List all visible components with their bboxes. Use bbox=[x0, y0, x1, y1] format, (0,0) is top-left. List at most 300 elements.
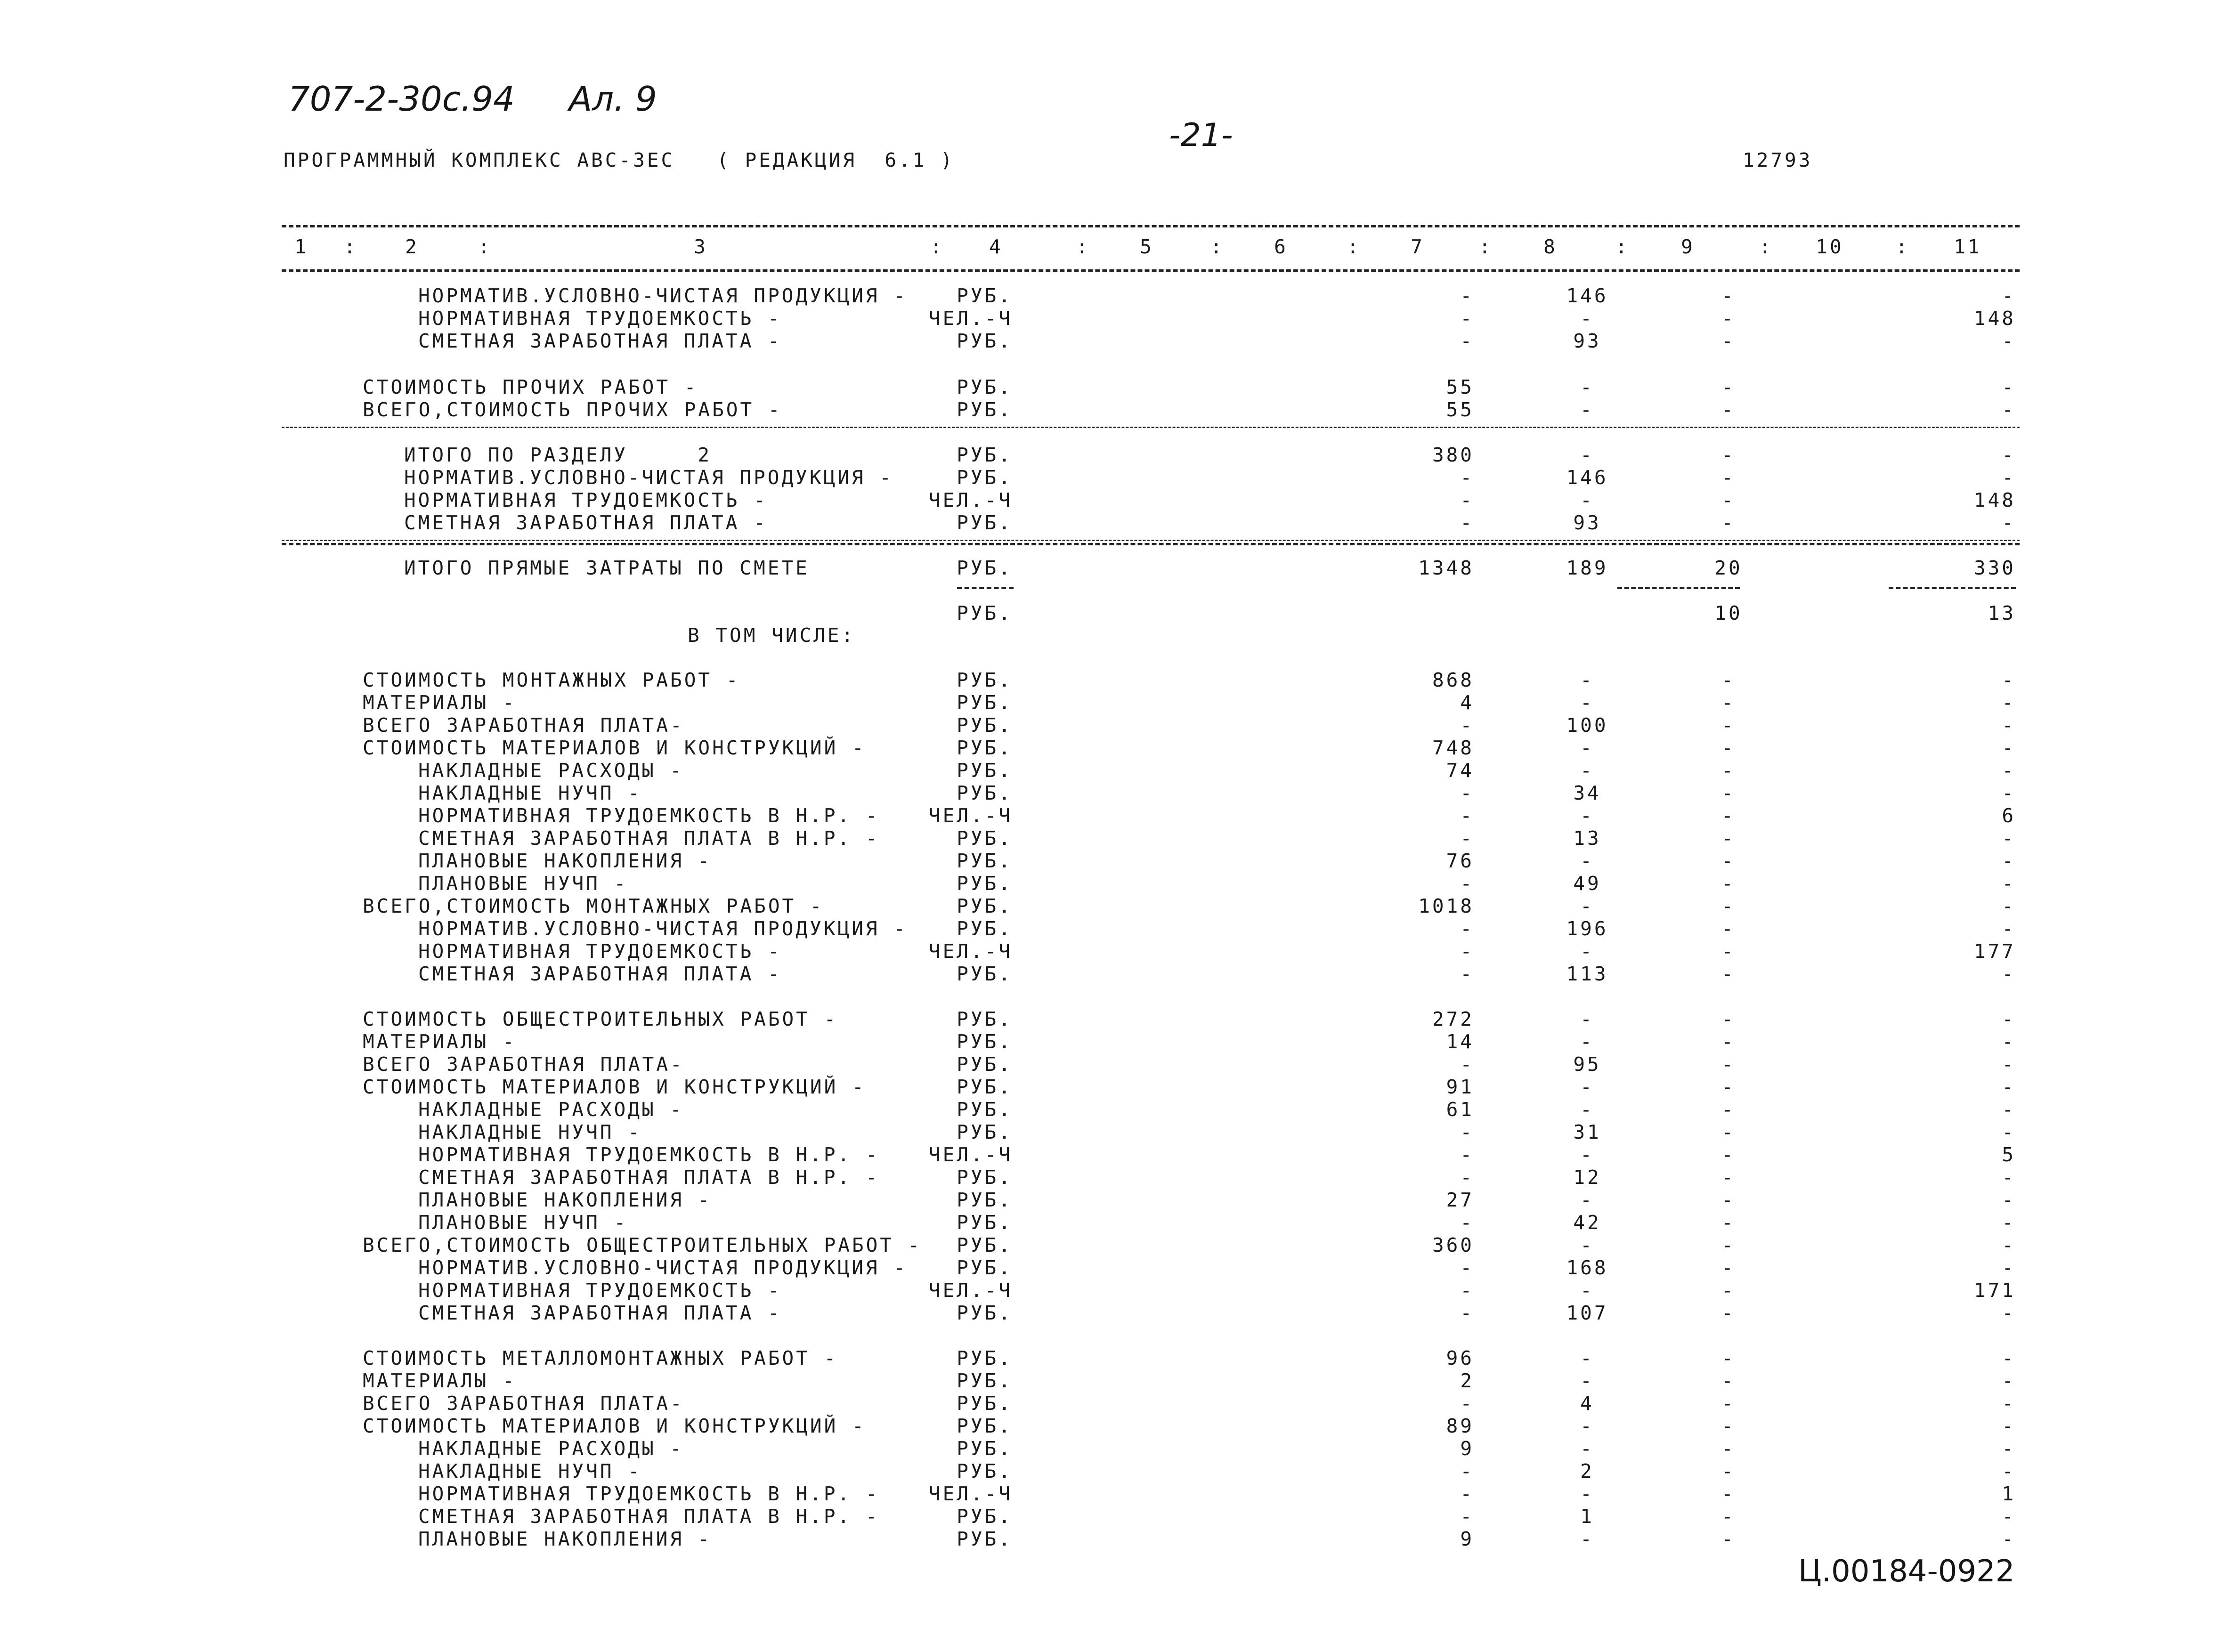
column-number: 10 bbox=[1816, 235, 1844, 258]
row-col9: - bbox=[1721, 782, 1736, 804]
row-label: ВСЕГО,СТОИМОСТЬ ОБЩЕСТРОИТЕЛЬНЫХ РАБОТ - bbox=[363, 1234, 922, 1256]
row-label: ПЛАНОВЫЕ НАКОПЛЕНИЯ - bbox=[418, 1189, 712, 1211]
row-label: МАТЕРИАЛЫ - bbox=[363, 1369, 517, 1392]
row-col7: - bbox=[1460, 489, 1474, 511]
column-separator: : bbox=[344, 235, 358, 258]
row-col7: - bbox=[1460, 307, 1474, 330]
row-col9: - bbox=[1721, 895, 1736, 917]
row-unit: РУБ. bbox=[957, 330, 1013, 352]
row-unit: РУБ. bbox=[957, 872, 1013, 895]
row-col7: 868 bbox=[1432, 669, 1474, 691]
row-col7: - bbox=[1460, 1143, 1474, 1166]
column-number: 5 bbox=[1140, 235, 1154, 258]
column-number: 9 bbox=[1681, 235, 1695, 258]
row-col9: - bbox=[1721, 759, 1736, 782]
row-label: ИТОГО ПРЯМЫЕ ЗАТРАТЫ ПО СМЕТЕ bbox=[404, 557, 810, 579]
row-col7: 96 bbox=[1446, 1347, 1474, 1369]
total-underline bbox=[1889, 587, 2016, 589]
row-col11: - bbox=[2002, 1098, 2016, 1121]
row-col9: - bbox=[1721, 1437, 1736, 1460]
document-number: 12793 bbox=[1743, 149, 1813, 171]
column-number: 3 bbox=[694, 235, 708, 258]
row-col11: - bbox=[2002, 714, 2016, 737]
row-unit: РУБ. bbox=[957, 1234, 1013, 1256]
row-col7: - bbox=[1460, 1279, 1474, 1302]
row-unit: РУБ. bbox=[957, 376, 1013, 398]
row-col7: - bbox=[1460, 330, 1474, 352]
row-col7: 55 bbox=[1446, 376, 1474, 398]
column-header-border bbox=[282, 269, 2020, 272]
row-col7: 360 bbox=[1432, 1234, 1474, 1256]
row-col9: - bbox=[1721, 669, 1736, 691]
row-col9: - bbox=[1721, 963, 1736, 985]
row-col11: - bbox=[2002, 669, 2016, 691]
row-col8: 93 bbox=[1573, 511, 1601, 534]
row-col8: - bbox=[1580, 444, 1594, 466]
row-col8: 42 bbox=[1573, 1211, 1601, 1234]
column-number: 4 bbox=[989, 235, 1003, 258]
row-label: ВСЕГО ЗАРАБОТНАЯ ПЛАТА- bbox=[363, 1053, 684, 1076]
row-col7: 27 bbox=[1446, 1189, 1474, 1211]
row-unit: РУБ. bbox=[957, 669, 1013, 691]
row-label: ВСЕГО,СТОИМОСТЬ ПРОЧИХ РАБОТ - bbox=[363, 398, 782, 421]
row-label: СТОИМОСТЬ МАТЕРИАЛОВ И КОНСТРУКЦИЙ - bbox=[363, 737, 866, 759]
row-col7: 9 bbox=[1460, 1528, 1474, 1550]
row-col11: - bbox=[2002, 1234, 2016, 1256]
row-label: НОРМАТИВНАЯ ТРУДОЕМКОСТЬ В Н.Р. - bbox=[418, 1143, 880, 1166]
row-col9: - bbox=[1721, 917, 1736, 940]
row-unit: РУБ. bbox=[957, 284, 1013, 307]
row-col11: - bbox=[2002, 1053, 2016, 1076]
row-col11: - bbox=[2002, 376, 2016, 398]
row-col9: - bbox=[1721, 1189, 1736, 1211]
row-col11: - bbox=[2002, 1008, 2016, 1030]
row-col11: - bbox=[2002, 1460, 2016, 1482]
row-label: МАТЕРИАЛЫ - bbox=[363, 691, 517, 714]
row-col8: - bbox=[1580, 1279, 1594, 1302]
row-col9: - bbox=[1721, 1143, 1736, 1166]
row-col9: - bbox=[1721, 1347, 1736, 1369]
row-col8: 4 bbox=[1580, 1392, 1594, 1415]
row-col8: 93 bbox=[1573, 330, 1601, 352]
row-label: СТОИМОСТЬ МЕТАЛЛОМОНТАЖНЫХ РАБОТ - bbox=[363, 1347, 838, 1369]
row-label: СМЕТНАЯ ЗАРАБОТНАЯ ПЛАТА В Н.Р. - bbox=[418, 1166, 880, 1189]
row-col7: 9 bbox=[1460, 1437, 1474, 1460]
column-separator: : bbox=[1896, 235, 1910, 258]
column-separator: : bbox=[1479, 235, 1493, 258]
row-col11: - bbox=[2002, 782, 2016, 804]
row-unit: ЧЕЛ.-Ч bbox=[928, 940, 1013, 963]
row-label: НОРМАТИВ.УСЛОВНО-ЧИСТАЯ ПРОДУКЦИЯ - bbox=[404, 466, 893, 489]
row-col8: 49 bbox=[1573, 872, 1601, 895]
row-col8: - bbox=[1580, 1482, 1594, 1505]
row-col7: - bbox=[1460, 940, 1474, 963]
row-col8: - bbox=[1580, 737, 1594, 759]
row-col9: - bbox=[1721, 1030, 1736, 1053]
row-col11: - bbox=[2002, 917, 2016, 940]
row-label: НАКЛАДНЫЕ РАСХОДЫ - bbox=[418, 759, 684, 782]
column-separator: : bbox=[478, 235, 492, 258]
row-label: НОРМАТИВНАЯ ТРУДОЕМКОСТЬ В Н.Р. - bbox=[418, 804, 880, 827]
row-col11: 171 bbox=[1973, 1279, 2016, 1302]
row-col11: - bbox=[2002, 1528, 2016, 1550]
row-col9: - bbox=[1721, 1528, 1736, 1550]
row-col7: - bbox=[1460, 804, 1474, 827]
row-label: ПЛАНОВЫЕ НУЧП - bbox=[418, 872, 628, 895]
row-col8: - bbox=[1580, 669, 1594, 691]
row-col9: 20 bbox=[1714, 557, 1743, 579]
row-col7: - bbox=[1460, 827, 1474, 850]
row-col9: - bbox=[1721, 1302, 1736, 1324]
row-col8: - bbox=[1580, 850, 1594, 872]
row-col7: - bbox=[1460, 782, 1474, 804]
row-label: ИТОГО ПО РАЗДЕЛУ 2 bbox=[404, 444, 712, 466]
row-label: НОРМАТИВНАЯ ТРУДОЕМКОСТЬ - bbox=[418, 307, 782, 330]
row-col8: 12 bbox=[1573, 1166, 1601, 1189]
section-separator bbox=[282, 540, 2020, 541]
row-col8: - bbox=[1580, 895, 1594, 917]
row-label: НОРМАТИВНАЯ ТРУДОЕМКОСТЬ В Н.Р. - bbox=[418, 1482, 880, 1505]
row-col7: - bbox=[1460, 872, 1474, 895]
row-unit: РУБ. bbox=[957, 691, 1013, 714]
row-col11: - bbox=[2002, 1256, 2016, 1279]
row-col9: - bbox=[1721, 872, 1736, 895]
row-col7: 748 bbox=[1432, 737, 1474, 759]
row-col11: - bbox=[2002, 330, 2016, 352]
row-col8: - bbox=[1580, 1030, 1594, 1053]
row-col8: 168 bbox=[1566, 1256, 1608, 1279]
row-col9: - bbox=[1721, 1460, 1736, 1482]
row-col7: - bbox=[1460, 917, 1474, 940]
row-col8: 189 bbox=[1566, 557, 1608, 579]
row-label: СТОИМОСТЬ МАТЕРИАЛОВ И КОНСТРУКЦИЙ - bbox=[363, 1415, 866, 1437]
row-col7: - bbox=[1460, 511, 1474, 534]
row-col9: - bbox=[1721, 804, 1736, 827]
row-col7: - bbox=[1460, 1256, 1474, 1279]
row-col11: - bbox=[2002, 850, 2016, 872]
row-col9: - bbox=[1721, 1053, 1736, 1076]
row-col9: - bbox=[1721, 1392, 1736, 1415]
row-col9: - bbox=[1721, 714, 1736, 737]
row-col7: 91 bbox=[1446, 1076, 1474, 1098]
row-col11: - bbox=[2002, 1302, 2016, 1324]
row-col9: - bbox=[1721, 1256, 1736, 1279]
row-unit: РУБ. bbox=[957, 1415, 1013, 1437]
row-col9: - bbox=[1721, 1234, 1736, 1256]
row-unit: РУБ. bbox=[957, 1392, 1013, 1415]
row-col9: - bbox=[1721, 330, 1736, 352]
row-col8: - bbox=[1580, 489, 1594, 511]
row-label: СМЕТНАЯ ЗАРАБОТНАЯ ПЛАТА - bbox=[418, 330, 782, 352]
row-label: НОРМАТИВНАЯ ТРУДОЕМКОСТЬ - bbox=[418, 940, 782, 963]
row-col11: - bbox=[2002, 872, 2016, 895]
column-number: 11 bbox=[1954, 235, 1982, 258]
row-col7: 89 bbox=[1446, 1415, 1474, 1437]
row-col9: - bbox=[1721, 1211, 1736, 1234]
total-underline bbox=[1617, 587, 1740, 589]
row-col11: - bbox=[2002, 398, 2016, 421]
row-col7: - bbox=[1460, 1505, 1474, 1528]
row-unit: РУБ. bbox=[957, 737, 1013, 759]
row-label: СМЕТНАЯ ЗАРАБОТНАЯ ПЛАТА - bbox=[404, 511, 768, 534]
row-col11: - bbox=[2002, 1121, 2016, 1143]
row-unit: РУБ. bbox=[957, 963, 1013, 985]
row-col11: 148 bbox=[1973, 489, 2016, 511]
row-col8: 13 bbox=[1573, 827, 1601, 850]
row-label: НОРМАТИВ.УСЛОВНО-ЧИСТАЯ ПРОДУКЦИЯ - bbox=[418, 284, 908, 307]
row-unit: РУБ. bbox=[957, 557, 1013, 579]
row-col11: - bbox=[2002, 1030, 2016, 1053]
row-col8: 34 bbox=[1573, 782, 1601, 804]
row-unit: РУБ. bbox=[957, 1166, 1013, 1189]
row-unit: РУБ. bbox=[957, 1098, 1013, 1121]
row-col7: - bbox=[1460, 466, 1474, 489]
row-label: НОРМАТИВНАЯ ТРУДОЕМКОСТЬ - bbox=[404, 489, 768, 511]
column-number: 2 bbox=[405, 235, 419, 258]
row-col8: - bbox=[1580, 1347, 1594, 1369]
row-col9: - bbox=[1721, 1369, 1736, 1392]
row-unit: РУБ. bbox=[957, 714, 1013, 737]
row-col8: - bbox=[1580, 376, 1594, 398]
row-label: НАКЛАДНЫЕ НУЧП - bbox=[418, 782, 642, 804]
row-unit: РУБ. bbox=[957, 1008, 1013, 1030]
row-col11: - bbox=[2002, 827, 2016, 850]
row-col11: 177 bbox=[1973, 940, 2016, 963]
row-label: СТОИМОСТЬ ПРОЧИХ РАБОТ - bbox=[363, 376, 698, 398]
row-col7: 61 bbox=[1446, 1098, 1474, 1121]
row-col8: - bbox=[1580, 1143, 1594, 1166]
row-col9: - bbox=[1721, 737, 1736, 759]
row-col7: 74 bbox=[1446, 759, 1474, 782]
row-col8: - bbox=[1580, 1369, 1594, 1392]
row-col11: 6 bbox=[2002, 804, 2016, 827]
row-unit: РУБ. bbox=[957, 511, 1013, 534]
row-col8: 2 bbox=[1580, 1460, 1594, 1482]
row-col9: - bbox=[1721, 1098, 1736, 1121]
row-label: МАТЕРИАЛЫ - bbox=[363, 1030, 517, 1053]
row-col8: - bbox=[1580, 1189, 1594, 1211]
row-label: СМЕТНАЯ ЗАРАБОТНАЯ ПЛАТА - bbox=[418, 1302, 782, 1324]
section-separator bbox=[282, 543, 2020, 545]
row-unit: РУБ. bbox=[957, 917, 1013, 940]
row-unit: РУБ. bbox=[957, 1121, 1013, 1143]
row-col9: - bbox=[1721, 940, 1736, 963]
document-code: 707-2-30с.94 bbox=[288, 79, 515, 119]
row-unit: ЧЕЛ.-Ч bbox=[928, 1279, 1013, 1302]
row-col9: - bbox=[1721, 1008, 1736, 1030]
row-label: СМЕТНАЯ ЗАРАБОТНАЯ ПЛАТА - bbox=[418, 963, 782, 985]
row-col8: - bbox=[1580, 759, 1594, 782]
row-col7: 76 bbox=[1446, 850, 1474, 872]
row-col9: - bbox=[1721, 284, 1736, 307]
row-col9: - bbox=[1721, 1166, 1736, 1189]
row-label: ПЛАНОВЫЕ НАКОПЛЕНИЯ - bbox=[418, 850, 712, 872]
row-col8: - bbox=[1580, 398, 1594, 421]
row-col11: - bbox=[2002, 1392, 2016, 1415]
row-unit: РУБ. bbox=[957, 602, 1013, 624]
row-col9: - bbox=[1721, 444, 1736, 466]
row-col9: - bbox=[1721, 1482, 1736, 1505]
row-col7: 1348 bbox=[1418, 557, 1474, 579]
row-col11: - bbox=[2002, 1076, 2016, 1098]
row-label: ВСЕГО,СТОИМОСТЬ МОНТАЖНЫХ РАБОТ - bbox=[363, 895, 824, 917]
row-col11: - bbox=[2002, 691, 2016, 714]
row-unit: РУБ. bbox=[957, 1369, 1013, 1392]
row-unit: ЧЕЛ.-Ч bbox=[928, 804, 1013, 827]
row-col11: - bbox=[2002, 1505, 2016, 1528]
row-col7: 380 bbox=[1432, 444, 1474, 466]
row-unit: РУБ. bbox=[957, 1437, 1013, 1460]
row-unit: РУБ. bbox=[957, 1347, 1013, 1369]
row-col11: - bbox=[2002, 1189, 2016, 1211]
row-col7: - bbox=[1460, 1053, 1474, 1076]
row-col9: - bbox=[1721, 466, 1736, 489]
row-unit: РУБ. bbox=[957, 1256, 1013, 1279]
row-col11: 13 bbox=[1988, 602, 2016, 624]
row-col8: 95 bbox=[1573, 1053, 1601, 1076]
row-unit: РУБ. bbox=[957, 444, 1013, 466]
row-col8: - bbox=[1580, 1008, 1594, 1030]
row-col9: - bbox=[1721, 489, 1736, 511]
row-unit: РУБ. bbox=[957, 1505, 1013, 1528]
row-label: НОРМАТИВ.УСЛОВНО-ЧИСТАЯ ПРОДУКЦИЯ - bbox=[418, 1256, 908, 1279]
row-col11: - bbox=[2002, 759, 2016, 782]
row-unit: ЧЕЛ.-Ч bbox=[928, 1482, 1013, 1505]
row-col11: - bbox=[2002, 895, 2016, 917]
row-col7: 14 bbox=[1446, 1030, 1474, 1053]
column-separator: : bbox=[1210, 235, 1225, 258]
row-col7: - bbox=[1460, 1166, 1474, 1189]
row-col11: - bbox=[2002, 1369, 2016, 1392]
row-col8: - bbox=[1580, 1234, 1594, 1256]
row-label: ПЛАНОВЫЕ НАКОПЛЕНИЯ - bbox=[418, 1528, 712, 1550]
row-col8: 146 bbox=[1566, 284, 1608, 307]
row-col8: - bbox=[1580, 804, 1594, 827]
row-col11: - bbox=[2002, 1415, 2016, 1437]
row-col9: - bbox=[1721, 1415, 1736, 1437]
row-col11: - bbox=[2002, 284, 2016, 307]
row-col8: - bbox=[1580, 940, 1594, 963]
row-col7: - bbox=[1460, 1392, 1474, 1415]
row-col8: - bbox=[1580, 1437, 1594, 1460]
row-col11: - bbox=[2002, 444, 2016, 466]
row-col9: - bbox=[1721, 511, 1736, 534]
row-unit: РУБ. bbox=[957, 1211, 1013, 1234]
row-unit: ЧЕЛ.-Ч bbox=[928, 1143, 1013, 1166]
total-underline bbox=[957, 587, 1014, 589]
row-col9: - bbox=[1721, 827, 1736, 850]
row-label: СТОИМОСТЬ МАТЕРИАЛОВ И КОНСТРУКЦИЙ - bbox=[363, 1076, 866, 1098]
row-unit: ЧЕЛ.-Ч bbox=[928, 489, 1013, 511]
row-col8: - bbox=[1580, 1098, 1594, 1121]
row-unit: РУБ. bbox=[957, 850, 1013, 872]
column-number: 1 bbox=[294, 235, 308, 258]
row-col9: 10 bbox=[1714, 602, 1743, 624]
row-col8: - bbox=[1580, 307, 1594, 330]
row-unit: РУБ. bbox=[957, 1528, 1013, 1550]
sheet-label: Ал. 9 bbox=[569, 79, 657, 119]
column-separator: : bbox=[1759, 235, 1773, 258]
row-col11: 5 bbox=[2002, 1143, 2016, 1166]
row-col8: 196 bbox=[1566, 917, 1608, 940]
row-unit: РУБ. bbox=[957, 1189, 1013, 1211]
row-label: СТОИМОСТЬ МОНТАЖНЫХ РАБОТ - bbox=[363, 669, 740, 691]
row-col11: - bbox=[2002, 466, 2016, 489]
column-separator: : bbox=[1076, 235, 1090, 258]
row-col7: 272 bbox=[1432, 1008, 1474, 1030]
row-label: СМЕТНАЯ ЗАРАБОТНАЯ ПЛАТА В Н.Р. - bbox=[418, 827, 880, 850]
row-label: ВСЕГО ЗАРАБОТНАЯ ПЛАТА- bbox=[363, 714, 684, 737]
footer-stamp: Ц.00184-09 bbox=[1798, 1554, 1977, 1589]
row-col9: - bbox=[1721, 307, 1736, 330]
row-unit: РУБ. bbox=[957, 398, 1013, 421]
row-col8: 100 bbox=[1566, 714, 1608, 737]
row-col8: - bbox=[1580, 1415, 1594, 1437]
row-col8: 1 bbox=[1580, 1505, 1594, 1528]
row-unit: РУБ. bbox=[957, 1076, 1013, 1098]
program-title: ПРОГРАММНЫЙ КОМПЛЕКС АВС-3ЕС ( РЕДАКЦИЯ 6.1 ) bbox=[284, 149, 955, 171]
row-col7: - bbox=[1460, 1211, 1474, 1234]
row-col11: - bbox=[2002, 1347, 2016, 1369]
row-col9: - bbox=[1721, 398, 1736, 421]
table-top-border bbox=[282, 225, 2020, 227]
footer-page: 22 bbox=[1976, 1554, 2015, 1589]
row-label: НАКЛАДНЫЕ НУЧП - bbox=[418, 1460, 642, 1482]
row-label: СТОИМОСТЬ ОБЩЕСТРОИТЕЛЬНЫХ РАБОТ - bbox=[363, 1008, 838, 1030]
row-col11: - bbox=[2002, 1437, 2016, 1460]
row-col9: - bbox=[1721, 376, 1736, 398]
row-label: В ТОМ ЧИСЛЕ: bbox=[688, 624, 856, 647]
column-number: 8 bbox=[1543, 235, 1558, 258]
row-unit: РУБ. bbox=[957, 759, 1013, 782]
row-col7: 1018 bbox=[1418, 895, 1474, 917]
row-label: НАКЛАДНЫЕ НУЧП - bbox=[418, 1121, 642, 1143]
row-col9: - bbox=[1721, 1121, 1736, 1143]
section-separator bbox=[282, 427, 2020, 428]
row-col9: - bbox=[1721, 1076, 1736, 1098]
row-label: ВСЕГО ЗАРАБОТНАЯ ПЛАТА- bbox=[363, 1392, 684, 1415]
row-col11: - bbox=[2002, 1211, 2016, 1234]
row-col9: - bbox=[1721, 691, 1736, 714]
row-label: НОРМАТИВНАЯ ТРУДОЕМКОСТЬ - bbox=[418, 1279, 782, 1302]
row-unit: РУБ. bbox=[957, 466, 1013, 489]
row-col7: 4 bbox=[1460, 691, 1474, 714]
row-col7: - bbox=[1460, 714, 1474, 737]
column-separator: : bbox=[1615, 235, 1630, 258]
column-number: 7 bbox=[1411, 235, 1425, 258]
row-col8: 31 bbox=[1573, 1121, 1601, 1143]
row-unit: РУБ. bbox=[957, 1460, 1013, 1482]
row-label: НОРМАТИВ.УСЛОВНО-ЧИСТАЯ ПРОДУКЦИЯ - bbox=[418, 917, 908, 940]
row-col8: - bbox=[1580, 1076, 1594, 1098]
column-separator: : bbox=[1347, 235, 1361, 258]
row-col7: - bbox=[1460, 1482, 1474, 1505]
row-unit: РУБ. bbox=[957, 827, 1013, 850]
row-col7: 55 bbox=[1446, 398, 1474, 421]
row-col7: 2 bbox=[1460, 1369, 1474, 1392]
row-unit: ЧЕЛ.-Ч bbox=[928, 307, 1013, 330]
row-col11: 1 bbox=[2002, 1482, 2016, 1505]
row-unit: РУБ. bbox=[957, 895, 1013, 917]
row-col11: 148 bbox=[1973, 307, 2016, 330]
row-col7: - bbox=[1460, 1121, 1474, 1143]
row-unit: РУБ. bbox=[957, 1302, 1013, 1324]
row-col11: - bbox=[2002, 1166, 2016, 1189]
row-col9: - bbox=[1721, 1505, 1736, 1528]
row-col11: - bbox=[2002, 737, 2016, 759]
row-col7: - bbox=[1460, 1460, 1474, 1482]
row-col7: - bbox=[1460, 963, 1474, 985]
